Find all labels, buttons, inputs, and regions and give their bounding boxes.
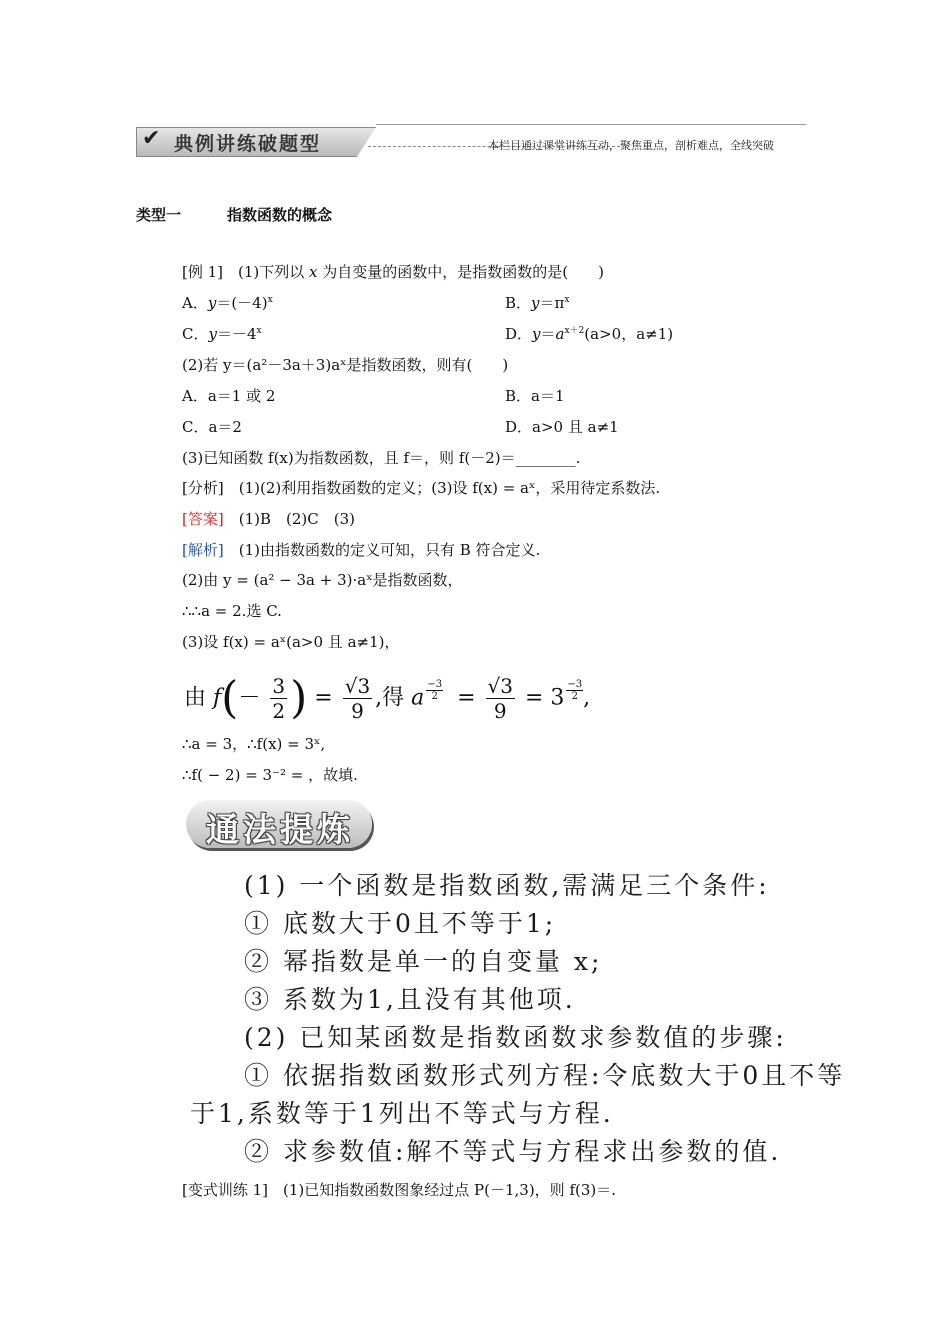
exp-num	[566, 679, 583, 691]
q1-option-c	[182, 324, 262, 344]
equals: =	[457, 685, 476, 711]
banner-top-rule	[376, 124, 806, 125]
section-banner	[136, 124, 806, 158]
answer-text: (1)B (2)C (3)	[223, 510, 355, 528]
var-y: y	[531, 294, 540, 312]
option-label: C．	[182, 325, 209, 343]
expr: ＝π	[539, 294, 565, 312]
base-3: 3	[550, 685, 565, 711]
exponent: x＋2	[564, 326, 585, 336]
banner-note: 本栏目通过课堂讲练互动，聚焦重点，剖析难点，全线突破	[488, 139, 774, 152]
checkmark-icon: ✔	[142, 126, 161, 151]
option-text: a＝1	[531, 387, 565, 405]
option-text: a＝1 或 2	[207, 387, 276, 405]
analysis-line	[182, 478, 660, 498]
fraction-root3-9	[343, 674, 372, 723]
exp-2: 2	[571, 690, 578, 702]
option-text: a>0 且 a≠1	[532, 418, 619, 436]
formula-minus: －	[238, 685, 261, 711]
variant-exercise: [变式训练 1] (1)已知指数函数图象经过点 P(－1,3)，则 f(3)＝.	[182, 1181, 617, 1199]
exp-minus: −	[567, 678, 576, 690]
option-label: A．	[182, 294, 208, 312]
formula-a: a	[411, 685, 425, 711]
formula-f: f	[213, 685, 222, 711]
var-a: a	[555, 325, 565, 343]
formula-end: ,	[583, 685, 591, 711]
answer-tag: [答案]	[182, 510, 224, 528]
method-line-7: 于1,系数等于1列出不等式与方程.	[190, 1099, 614, 1128]
q2-suffix: 是指数函数，则有( )	[346, 356, 509, 374]
solution-line-5: ∴a = 3，∴f(x) = 3ˣ,	[182, 735, 326, 753]
solution-line-4: (3)设 f(x) = aˣ(a>0 且 a≠1)，	[182, 633, 400, 651]
option-label: D．	[505, 418, 533, 436]
left-paren: (	[221, 672, 239, 724]
q2-option-d	[505, 417, 619, 437]
solution-tag: [解析]	[182, 541, 224, 559]
denominator: 9	[351, 699, 364, 723]
numerator: √3	[344, 674, 371, 698]
type-title: 指数函数的概念	[227, 206, 333, 224]
option-label: B．	[505, 387, 532, 405]
numerator: √3	[487, 674, 513, 698]
q1-option-a	[182, 293, 273, 313]
exponent-neg-3-2	[426, 679, 443, 702]
q2-option-a	[182, 386, 275, 406]
var-y: y	[208, 325, 217, 343]
fraction-3-2	[270, 674, 287, 723]
exp-3: 3	[435, 678, 443, 690]
badge-title: 通法提炼	[206, 810, 354, 849]
var-y: y	[207, 294, 217, 312]
right-paren: )	[290, 672, 308, 724]
exponent: x	[256, 326, 262, 336]
solution-text: (1)由指数函数的定义可知，只有 B 符合定义.	[223, 541, 541, 559]
solution-formula	[184, 674, 590, 723]
answer-line	[182, 509, 355, 529]
equals: =	[314, 685, 333, 711]
q2-option-b	[505, 386, 565, 406]
q1-prefix: [例 1] (1)下列以	[182, 263, 310, 281]
fraction-root3-9-b	[486, 674, 515, 723]
type-label: 类型一	[136, 206, 182, 224]
condition: (a>0，a≠1)	[584, 325, 674, 343]
equals: =	[524, 685, 544, 711]
q1-option-d	[505, 324, 673, 344]
method-line-1: (1) 一个函数是指数函数,需满足三个条件:	[244, 871, 770, 900]
q1-option-b	[505, 293, 569, 313]
analysis-text: (1)(2)利用指数函数的定义；(3)设 f(x) = aˣ，采用待定系数法.	[223, 479, 661, 497]
method-line-3: ② 幂指数是单一的自变量 x;	[244, 947, 603, 976]
denominator: 2	[272, 699, 286, 723]
solution-line-3: ∴∴a = 2.选 C.	[182, 602, 282, 620]
q2-prefix: (2)若	[182, 356, 224, 374]
exponent-neg-3-2-b	[566, 679, 583, 702]
example-q1	[182, 262, 604, 282]
solution-line-2: (2)由 y = (a² − 3a + 3)·aˣ是指数函数，	[182, 571, 463, 589]
q1-suffix: 为自变量的函数中，是指数函数的是( )	[317, 263, 604, 281]
option-text: a＝2	[208, 418, 242, 436]
q2-expr: y＝(a²－3a＋3)aˣ	[223, 356, 347, 374]
denominator: 9	[493, 699, 507, 723]
numerator: 3	[272, 674, 286, 698]
method-line-5: (2) 已知某函数是指数函数求参数值的步骤:	[244, 1023, 787, 1052]
analysis-tag: [分析]	[182, 479, 224, 497]
method-line-2: ① 底数大于0且不等于1;	[244, 909, 557, 938]
q2-option-c	[182, 417, 242, 437]
method-line-6: ① 依据指数函数形式列方程:令底数大于0且不等	[244, 1061, 846, 1090]
exp-3: 3	[575, 678, 583, 690]
option-label: A．	[182, 387, 208, 405]
exponent: x	[564, 295, 570, 305]
expr: ＝(－4)	[216, 294, 268, 312]
example-q2	[182, 355, 508, 375]
exp-2: 2	[431, 690, 438, 702]
type-heading	[136, 204, 332, 225]
method-line-4: ③ 系数为1,且没有其他项.	[244, 985, 576, 1014]
exponent: x	[267, 295, 273, 305]
method-badge	[186, 800, 372, 848]
banner-title: 典例讲练破题型	[174, 133, 322, 155]
exp-num	[426, 679, 443, 691]
formula-de: ,得	[375, 685, 405, 711]
var-y: y	[532, 325, 541, 343]
solution-line-6: ∴f( − 2) = 3⁻² = ，故填.	[182, 766, 358, 784]
option-label: B．	[505, 294, 532, 312]
exp-minus: −	[427, 678, 436, 690]
option-label: D．	[505, 325, 533, 343]
q1-var: x	[309, 263, 318, 281]
solution-line	[182, 540, 540, 560]
formula-you: 由	[184, 685, 207, 711]
example-q3: (3)已知函数 f(x)为指数函数，且 f＝，则 f(－2)＝________.	[182, 449, 581, 467]
expr: ＝－4	[216, 325, 257, 343]
method-line-8: ② 求参数值:解不等式与方程求出参数的值.	[244, 1137, 782, 1166]
option-label: C．	[182, 418, 209, 436]
expr: ＝	[540, 325, 556, 343]
